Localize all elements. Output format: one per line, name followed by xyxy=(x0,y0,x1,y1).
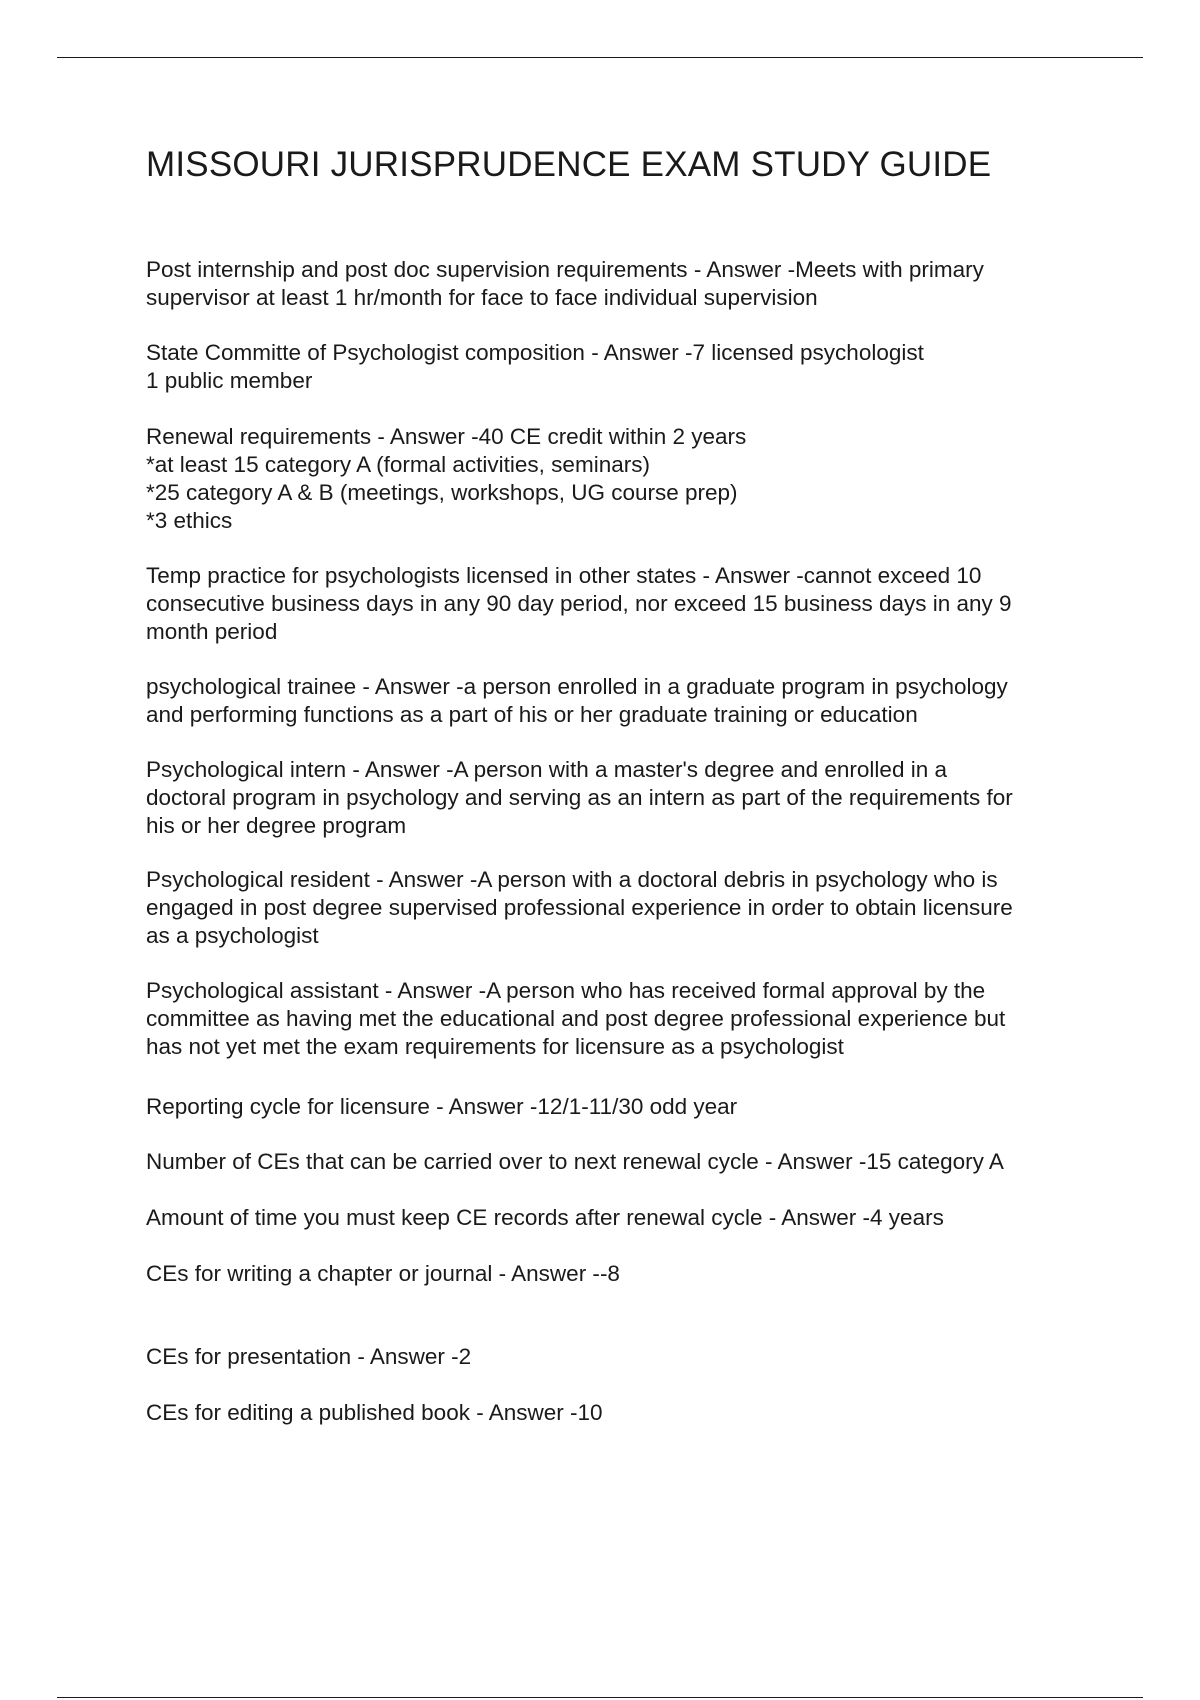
answer-separator: - Answer - xyxy=(584,340,693,365)
answer-separator: - Answer - xyxy=(469,1400,578,1425)
answer-separator: - Answer - xyxy=(687,257,796,282)
qa-item xyxy=(146,1399,1096,1427)
question-text: Psychological assistant xyxy=(146,978,379,1003)
answer-separator: - Answer - xyxy=(758,1149,867,1174)
top-rule xyxy=(57,57,1143,58)
qa-item xyxy=(146,1093,1096,1121)
answer-text: 2 xyxy=(458,1344,472,1369)
qa-item xyxy=(146,339,1096,395)
answer-text: a person enrolled in a graduate program in psychology and performing functions as a part of his or her graduate training or education xyxy=(146,674,1008,727)
answer-separator: - Answer - xyxy=(492,1261,600,1286)
question-text: Number of CEs that can be carried over to next renewal cycle xyxy=(146,1149,759,1174)
qa-item xyxy=(146,673,1096,729)
answer-separator: - Answer - xyxy=(371,424,479,449)
question-text: CEs for presentation xyxy=(146,1344,352,1369)
qa-item xyxy=(146,256,1096,312)
qa-item xyxy=(146,977,1096,1061)
answer-text: 4 years xyxy=(870,1205,944,1230)
question-text: psychological trainee xyxy=(146,674,357,699)
qa-item xyxy=(146,1343,1096,1371)
question-text: CEs for writing a chapter or journal xyxy=(146,1261,493,1286)
answer-text: A person with a master's degree and enrolled in a doctoral program in psychology and serving as an intern as part of the requirements for his or her degree program xyxy=(146,757,1013,838)
question-text: Reporting cycle for licensure xyxy=(146,1094,430,1119)
qa-item xyxy=(146,423,1096,535)
bottom-rule xyxy=(57,1697,1143,1698)
answer-separator: - Answer - xyxy=(696,563,804,588)
qa-item xyxy=(146,1204,1096,1232)
question-text: Renewal requirements xyxy=(146,424,372,449)
answer-text: 12/1-11/30 odd year xyxy=(537,1094,738,1119)
document-title: MISSOURI JURISPRUDENCE EXAM STUDY GUIDE xyxy=(146,145,992,184)
answer-separator: - Answer - xyxy=(346,757,454,782)
answer-text: Meets with primary supervisor at least 1 hr/month for face to face individual supervision xyxy=(146,257,984,310)
qa-item xyxy=(146,1260,1096,1288)
question-text: Post internship and post doc supervision requirements xyxy=(146,257,688,282)
question-text: Temp practice for psychologists licensed in other states xyxy=(146,563,697,588)
answer-separator: - Answer - xyxy=(356,674,464,699)
answer-separator: - Answer - xyxy=(351,1344,459,1369)
qa-item xyxy=(146,562,1096,646)
qa-item xyxy=(146,866,1096,950)
question-text: Psychological intern xyxy=(146,757,347,782)
question-text: State Committe of Psychologist composition xyxy=(146,340,585,365)
answer-text: 15 category A xyxy=(866,1149,1004,1174)
answer-text: -8 xyxy=(599,1261,620,1286)
answer-separator: - Answer - xyxy=(429,1094,538,1119)
answer-text: A person with a doctoral debris in psychology who is engaged in post degree supervised professional experience in order to obtain licensure as a psychologist xyxy=(146,867,1013,948)
answer-text: 7 licensed psychologist 1 public member xyxy=(146,340,924,393)
answer-text: 10 xyxy=(577,1400,603,1425)
question-text: CEs for editing a published book xyxy=(146,1400,470,1425)
answer-separator: - Answer - xyxy=(762,1205,871,1230)
question-text: Psychological resident xyxy=(146,867,370,892)
qa-item xyxy=(146,756,1096,840)
answer-separator: - Answer - xyxy=(369,867,478,892)
qa-item xyxy=(146,1148,1096,1176)
answer-text: cannot exceed 10 consecutive business days in any 90 day period, nor exceed 15 business days in any 9 month period xyxy=(146,563,1012,644)
question-text: Amount of time you must keep CE records after renewal cycle xyxy=(146,1205,763,1230)
answer-separator: - Answer - xyxy=(378,978,487,1003)
answer-text: 40 CE credit within 2 years *at least 15 category A (formal activities, seminars) *25 category A & B (meetings, workshops, UG course prep) *3 ethics xyxy=(146,424,747,533)
answer-text: A person who has received formal approval by the committee as having met the educational and post degree professional experience but has not yet met the exam requirements for licensure as a psychologist xyxy=(146,978,1006,1059)
